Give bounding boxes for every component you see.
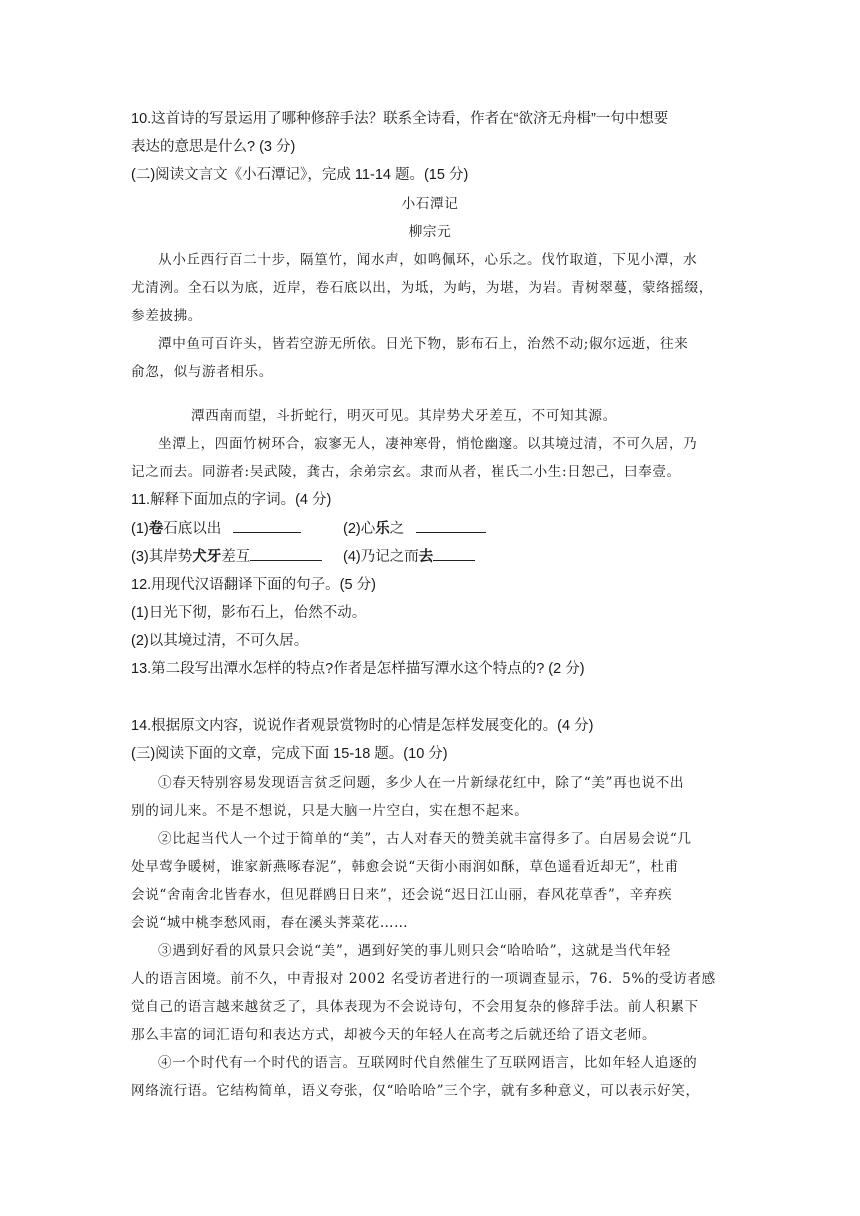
article-p1-line-1: ①春天特别容易发现语言贫乏问题，多少人在一片新绿花红中，除了“美”再也说不出 xyxy=(158,775,685,791)
question-10-line-1: 10.这首诗的写景运用了哪种修辞手法？联系全诗看，作者在“欲济无舟楫”一句中想要 xyxy=(131,111,669,127)
section-3-heading: (三)阅读下面的文章，完成下面 15-18 题。(10 分) xyxy=(131,746,448,762)
question-14: 14.根据原文内容，说说作者观景赏物时的心情是怎样发展变化的。(4 分) xyxy=(131,718,594,734)
article-p2-line-3: 会说“舍南舍北皆春水，但见群鸥日日来”，还会说“迟日江山丽，春风花草香”，辛弃疾 xyxy=(131,887,673,903)
item-1-prefix: (1) xyxy=(131,521,149,537)
question-11-item-3 xyxy=(131,546,322,567)
article-p2-line-2: 处早莺争暖树，谁家新燕啄春泥”，韩愈会说“天街小雨润如酥，草色遥看近却无”，杜甫 xyxy=(131,859,679,875)
article-p3-line-3: 觉自己的语言越来越贫乏了，具体表现为不会说诗句，不会用复杂的修辞手法。前人积累下 xyxy=(131,999,699,1015)
article-p2-line-1: ②比起当代人一个过于简单的“美”，古人对春天的赞美就丰富得多了。白居易会说“几 xyxy=(158,831,692,847)
answer-blank-4[interactable] xyxy=(433,546,475,561)
item-2-suffix: 之 xyxy=(389,521,405,537)
answer-blank-2[interactable] xyxy=(416,518,486,533)
article-p3-line-1: ③遇到好看的风景只会说“美”，遇到好笑的事儿则只会“哈哈哈”，这就是当代年轻 xyxy=(158,943,671,959)
item-3-suffix: 差互 xyxy=(221,549,251,565)
passage-p4-line-1: 坐潭上，四面竹树环合，寂寥无人，凄神寒骨，悄怆幽邃。以其境过清，不可久居，乃 xyxy=(158,436,698,452)
item-4-prefix: (4)乃记之而 xyxy=(343,549,419,565)
passage-p1-line-3: 参差披拂。 xyxy=(131,308,202,324)
item-3-prefix: (3)其岸势 xyxy=(131,549,193,565)
question-10-line-2: 表达的意思是什么? (3 分) xyxy=(131,139,296,155)
question-11-item-2 xyxy=(343,518,486,539)
item-2-keyword: 乐 xyxy=(375,521,390,537)
question-13: 13.第二段写出潭水怎样的特点?作者是怎样描写潭水这个特点的? (2 分) xyxy=(131,661,585,677)
article-p1-line-2: 别的词儿来。不是不想说，只是大脑一片空白，实在想不起来。 xyxy=(131,803,529,819)
passage-p2-line-1: 潭中鱼可百许头，皆若空游无所依。日光下物，影布石上，治然不动;俶尔远逝，往来 xyxy=(158,336,689,352)
article-p4-line-2: 网络流行语。它结构简单，语义夸张，仅“哈哈哈”三个字，就有多种意义，可以表示好笑， xyxy=(131,1083,700,1099)
answer-blank-3[interactable] xyxy=(250,546,322,561)
passage-p1-line-2: 尤清洌。全石以为底，近岸，卷石底以出，为坻，为屿，为堪，为岩。青树翠蔓，蒙络摇缀， xyxy=(131,280,713,296)
passage-p3: 潭西南而望，斗折蛇行，明灭可见。其岸势犬牙差互，不可知其源。 xyxy=(191,408,617,424)
article-p2-line-4: 会说“城中桃李愁风雨，春在溪头荠菜花…… xyxy=(131,915,409,931)
question-11-item-4 xyxy=(343,546,475,567)
question-11-stem: 11.解释下面加点的字词。(4 分) xyxy=(131,492,332,508)
question-12-sentence-2: (2)以其境过清，不可久居。 xyxy=(131,633,309,649)
passage-p2-line-2: 俞忽，似与游者相乐。 xyxy=(131,364,273,380)
item-2-prefix: (2)心 xyxy=(343,521,376,537)
item-1-suffix: 石底以出 xyxy=(163,521,222,537)
item-3-keyword: 犬牙 xyxy=(192,549,222,565)
question-12-sentence-1: (1)日光下彻，影布石上，佁然不动。 xyxy=(131,605,367,621)
passage-title: 小石潭记 xyxy=(401,196,459,212)
item-1-keyword: 卷 xyxy=(148,521,164,537)
article-p3-line-4: 那么丰富的词汇语句和表达方式，却被今天的年轻人在高考之后就还给了语文老师。 xyxy=(131,1027,657,1043)
question-12-stem: 12.用现代汉语翻译下面的句子。(5 分) xyxy=(131,577,376,593)
section-2-heading: (二)阅读文言文《小石潭记》，完成 11-14 题。(15 分) xyxy=(131,167,469,183)
passage-p1-line-1: 从小丘西行百二十步，隔篁竹，闻水声，如鸣佩环，心乐之。伐竹取道，下见小潭，水 xyxy=(158,252,698,268)
answer-blank-1[interactable] xyxy=(233,518,301,533)
question-11-item-1 xyxy=(131,518,301,539)
passage-p4-line-2: 记之而去。同游者:吴武陵，龚古，余弟宗玄。隶而从者，崔氏二小生:日恕己，曰奉壹。 xyxy=(131,464,681,480)
article-p4-line-1: ④一个时代有一个时代的语言。互联网时代自然催生了互联网语言，比如年轻人追逐的 xyxy=(158,1055,698,1071)
article-p3-line-2: 人的语言困境。前不久，中青报对 2002 名受访者进行的一项调查显示，76．5%的受访者感 xyxy=(131,971,716,987)
passage-author: 柳宗元 xyxy=(408,224,452,240)
item-4-keyword: 去 xyxy=(418,549,434,565)
